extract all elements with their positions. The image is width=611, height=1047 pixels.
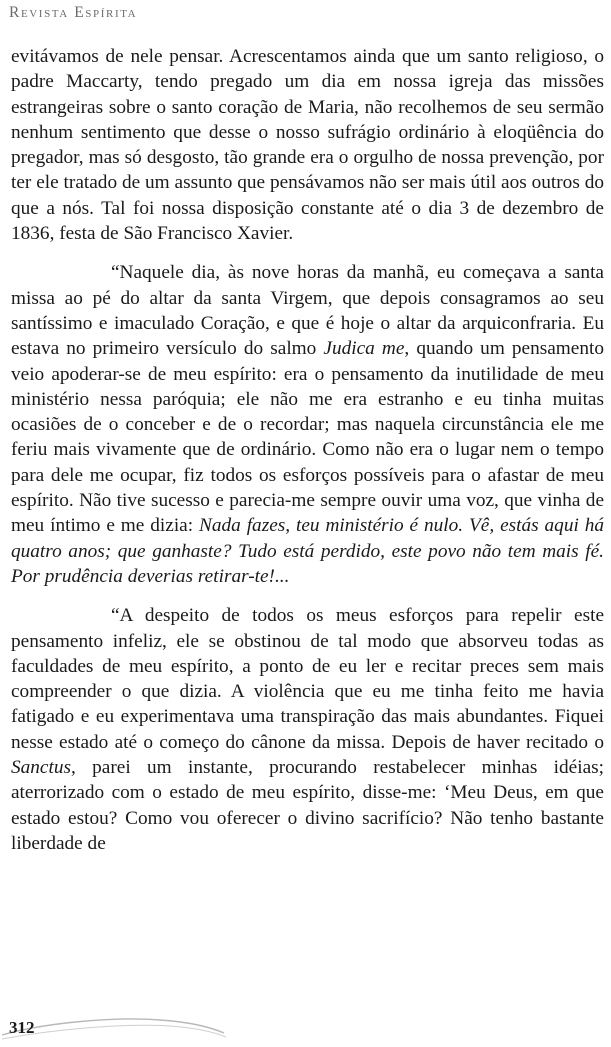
paragraph-3-text-a: “A despeito de todos os meus esforços para repelir este pensamento infeliz, ele se obstinou de tal modo que absorveu todas as faculdades de meu espírito, a ponto de eu ler e recitar preces sem mais compreender o que dizia. A violência que eu me tinha feito me havia fatigado e eu experimentava uma transpiração das mais abundantes. Fiquei nesse estado até o começo do cânone da missa. Depois de haver recitado o	[11, 605, 604, 753]
body-text	[11, 44, 604, 856]
paragraph-3	[11, 603, 604, 856]
paragraph-2	[11, 260, 604, 589]
paragraph-2-text-c: , quando um pensamento veio apoderar-se de meu espírito: era o pensamento da inutilidade de meu ministério nessa paróquia; ele não me era estranho e eu tinha muitas ocasiões de o conceber e de o recordar; mas naquela circunstância ele me feriu mais vivamente que de ordinário. Como não era o lugar nem o tempo para dele me ocupar, fiz todos os esforços possíveis para o afastar de meu espírito. Não tive sucesso e parecia-me sempre ouvir uma voz, que vinha de meu íntimo e me dizia:	[11, 338, 604, 537]
inner-voice-quote: Nada fazes, teu ministério é nulo. Vê, estás aqui há quatro anos; que ganhaste? Tudo está perdido, este povo não tem mais fé. Por prudência deverias retirar-te!...	[11, 515, 604, 587]
paragraph-2-text-a: “Naquele dia, às nove horas da manhã, eu começava a santa missa ao pé do altar da santa Virgem, que depois consagramos ao seu santíssimo e imaculado Coração, e que é hoje o altar da arquiconfraria. Eu estava no primeiro versículo do salmo	[11, 262, 604, 360]
page-number: 312	[9, 1018, 35, 1037]
paragraph-1: evitávamos de nele pensar. Acrescentamos ainda que um santo religioso, o padre Maccarty, tendo pregado um dia em nossa igreja das missões estrangeiras sobre o santo coração de Maria, não recolhemos de seu sermão nenhum sentimento que desse o nosso sufrágio ordinário à eloqüência do pregador, mas só desgosto, tão grande era o orgulho de nossa prevenção, por ter ele tratado de um assunto que pensávamos não ser mais útil aos outros do que a nós. Tal foi nossa disposição constante até o dia 3 de dezembro de 1836, festa de São Francisco Xavier.	[11, 46, 604, 245]
page-number-ornament	[0, 1008, 230, 1042]
running-head: Revista Espírita	[9, 4, 138, 21]
sanctus-term: Sanctus	[11, 757, 71, 779]
paragraph-3-text-c: , parei um instante, procurando restabelecer minhas idéias; aterrorizado com o estado de meu espírito, disse-me: ‘Meu Deus, em que estado estou? Como vou oferecer o divino sacrifício? Não tenho bastante liberdade de	[11, 757, 604, 854]
psalm-title: Judica me	[323, 338, 405, 360]
